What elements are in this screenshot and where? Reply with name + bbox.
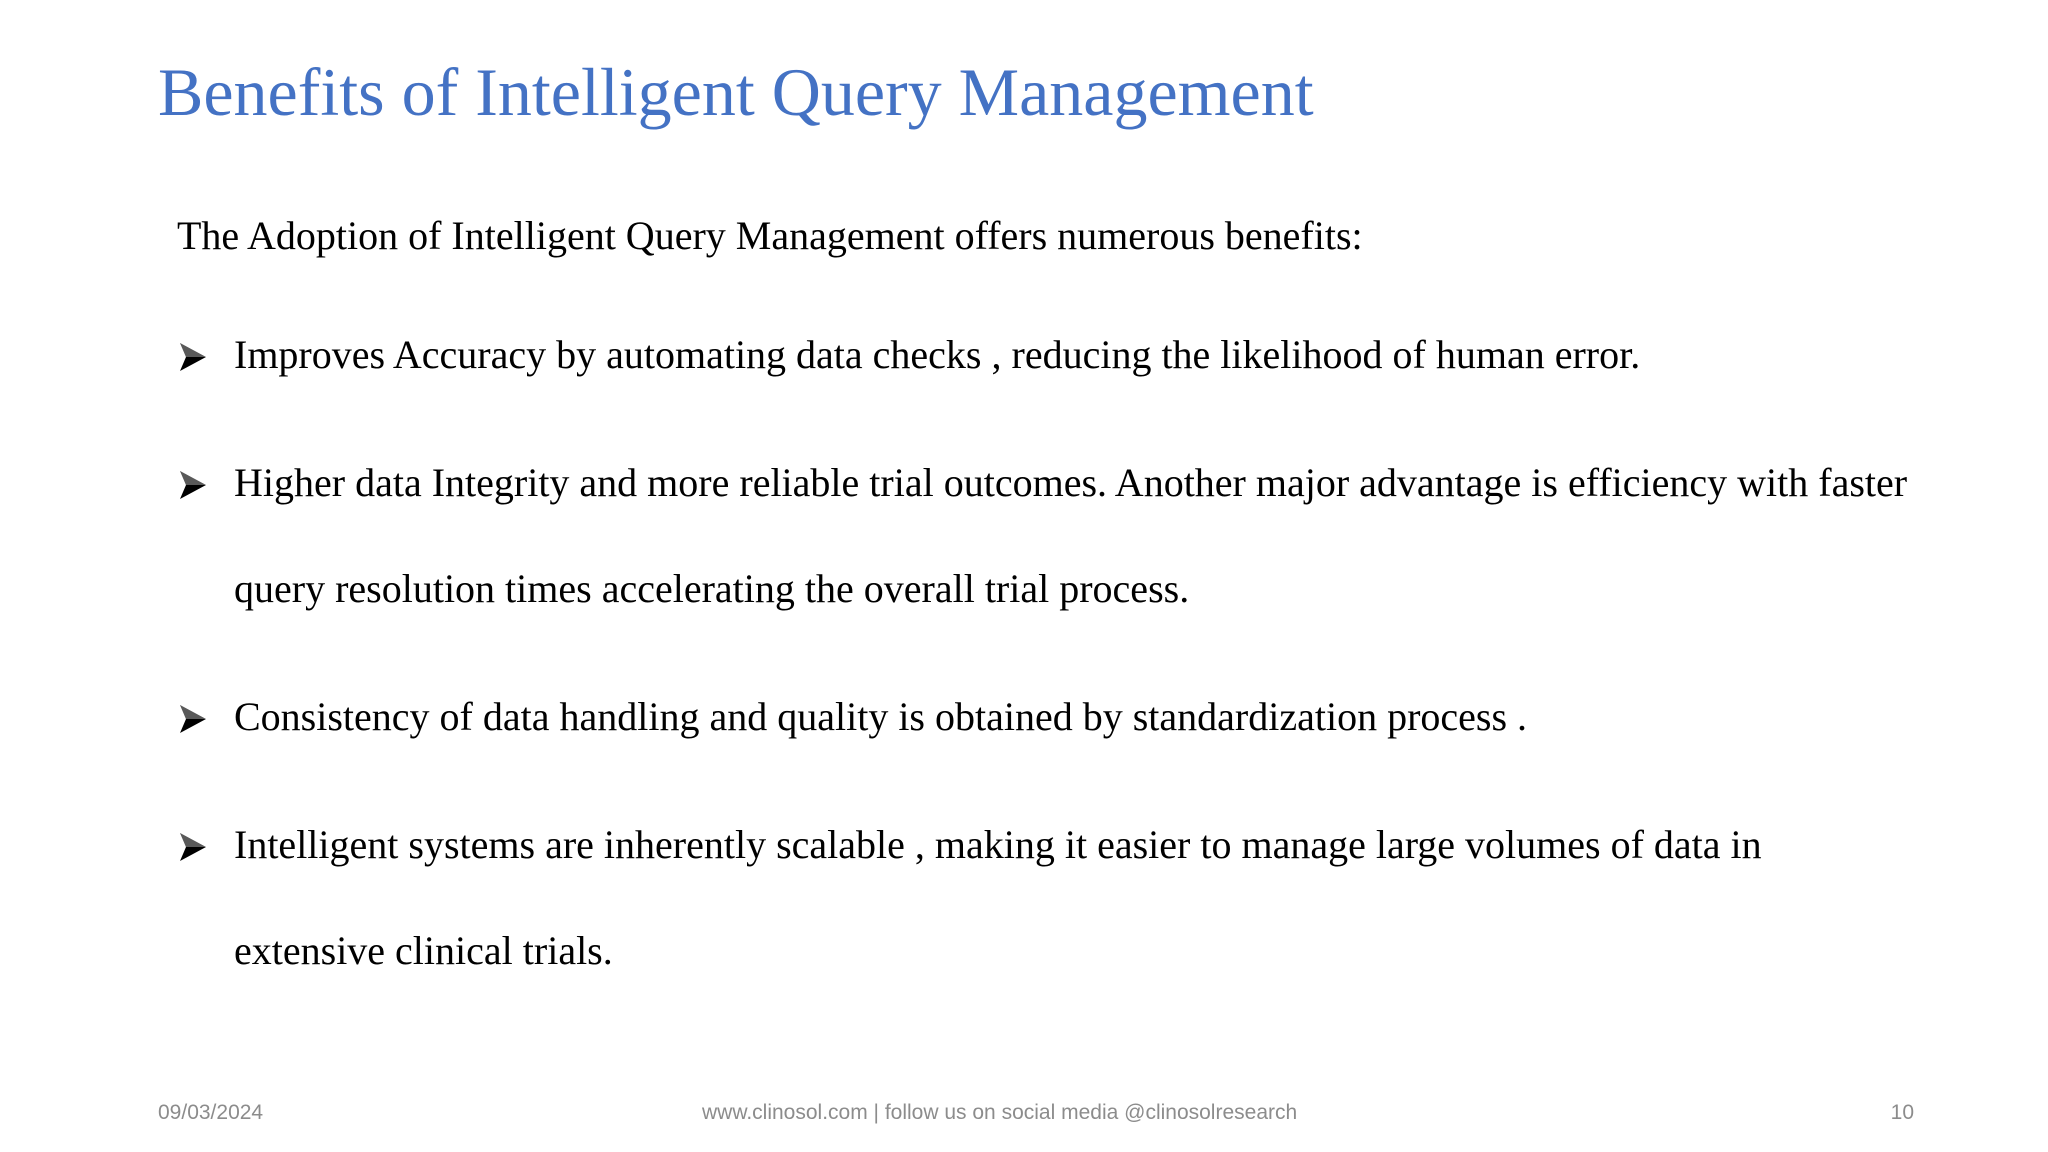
- footer-website-text: www.clinosol.com | follow us on social media @clinosolresearch: [702, 1101, 1298, 1124]
- slide-title: Benefits of Intelligent Query Management: [158, 54, 1314, 130]
- arrowhead-bullet-icon: [178, 470, 208, 500]
- slide-number: 10: [1890, 1101, 1914, 1124]
- bullet-text: Intelligent systems are inherently scalable , making it easier to manage large volumes of data in extensive clinical trials.: [234, 822, 1762, 973]
- footer-date: 09/03/2024: [158, 1101, 264, 1124]
- bullet-text: Improves Accuracy by automating data checks , reducing the likelihood of human error.: [234, 332, 1641, 377]
- bullet-text: Consistency of data handling and quality is obtained by standardization process .: [234, 694, 1528, 739]
- bullet-text: Higher data Integrity and more reliable trial outcomes. Another major advantage is efficiency with faster query resolution times accelerating the overall trial process.: [234, 460, 1908, 611]
- slide-intro: The Adoption of Intelligent Query Management offers numerous benefits:: [177, 213, 1363, 258]
- arrowhead-bullet-icon: [178, 704, 208, 734]
- arrowhead-bullet-icon: [178, 342, 208, 372]
- arrowhead-bullet-icon: [178, 832, 208, 862]
